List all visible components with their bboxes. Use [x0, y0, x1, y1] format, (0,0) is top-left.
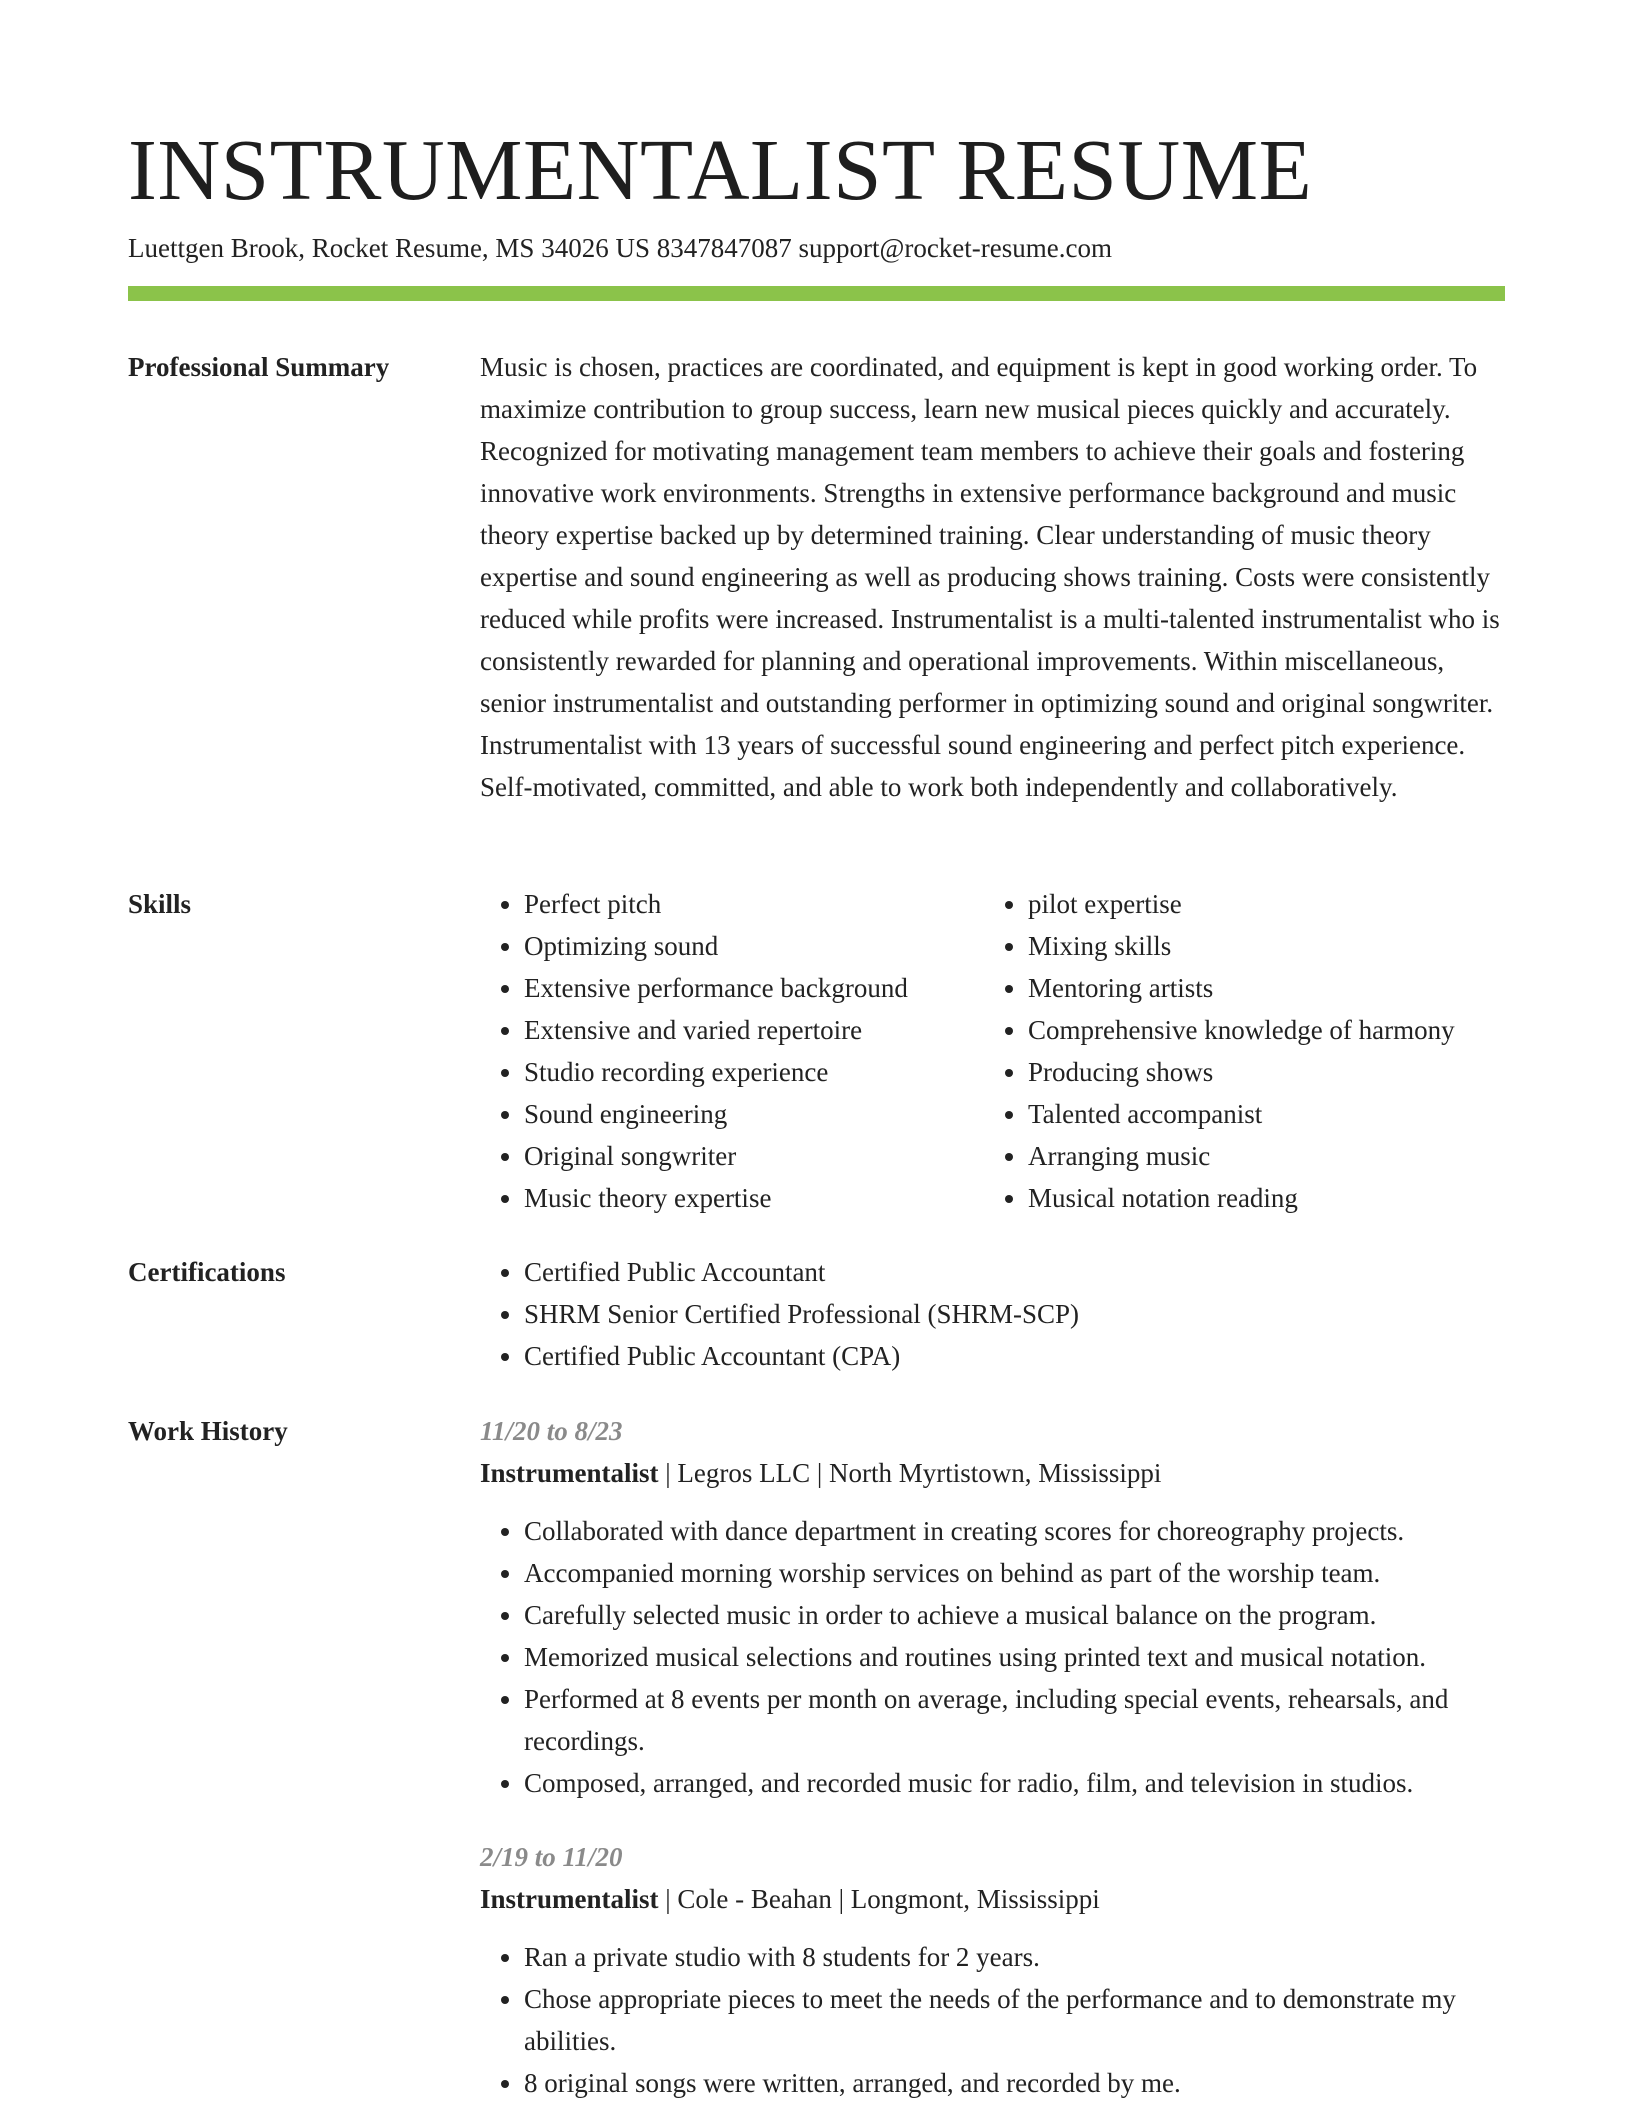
job-heading — [480, 1878, 1505, 1920]
skill-item: • Mixing skills — [1028, 925, 1568, 967]
skill-item: • Producing shows — [1028, 1051, 1568, 1093]
skill-item: • Optimizing sound — [524, 925, 1024, 967]
job-entry — [480, 1836, 1505, 2104]
job-title: Instrumentalist — [480, 1458, 659, 1488]
skills-list-right — [984, 883, 1568, 1219]
job-dates: 11/20 to 8/23 — [480, 1416, 623, 1446]
skill-item: • Extensive performance background — [524, 967, 1024, 1009]
section-label-summary: Professional Summary — [128, 352, 390, 382]
skill-item: • Perfect pitch — [524, 883, 1024, 925]
job-details: | Legros LLC | North Myrtistown, Mississippi — [658, 1458, 1162, 1488]
job-bullet: • Accompanied morning worship services on behind as part of the worship team. — [524, 1552, 1505, 1594]
skill-item: • Music theory expertise — [524, 1177, 1024, 1219]
section-label-skills: Skills — [128, 889, 192, 919]
certifications-list — [480, 1251, 1505, 1377]
section-label-certifications: Certifications — [128, 1257, 286, 1287]
skill-item: • Studio recording experience — [524, 1051, 1024, 1093]
job-bullet: • Performed at 8 events per month on average, including special events, rehearsals, and recordings. — [524, 1678, 1505, 1762]
section-label-work-history: Work History — [128, 1416, 288, 1446]
job-bullet: • Ran a private studio with 8 students for 2 years. — [524, 1936, 1505, 1978]
job-bullet: • Composed, arranged, and recorded music for radio, film, and television in studios. — [524, 1762, 1505, 1804]
skill-item: • Arranging music — [1028, 1135, 1568, 1177]
certification-item: • SHRM Senior Certified Professional (SHRM-SCP) — [524, 1293, 1505, 1335]
skill-item: • Comprehensive knowledge of harmony — [1028, 1009, 1568, 1051]
certification-item: • Certified Public Accountant (CPA) — [524, 1335, 1505, 1377]
job-entry — [480, 1410, 1505, 1804]
skills-list-left — [480, 883, 1024, 1219]
resume-title: INSTRUMENTALIST RESUME — [128, 121, 1313, 218]
job-title: Instrumentalist — [480, 1884, 659, 1914]
skill-item: • Sound engineering — [524, 1093, 1024, 1135]
header-divider — [128, 286, 1505, 301]
skill-item: • Mentoring artists — [1028, 967, 1568, 1009]
job-heading — [480, 1452, 1505, 1494]
skill-item: • Original songwriter — [524, 1135, 1024, 1177]
certification-item: • Certified Public Accountant — [524, 1251, 1505, 1293]
summary-text: Music is chosen, practices are coordinated, and equipment is kept in good working order. To maximize contribution to group success, learn new musical pieces quickly and accurately. Recognized for motivating management team members to achieve their goals and fostering innovative work environments. Strengths in extensive performance background and music theory expertise backed up by determined training. Clear understanding of music theory expertise and sound engineering as well as producing shows training. Costs were consistently reduced while profits were increased. Instrumentalist is a multi-talented instrumentalist who is consistently rewarded for planning and operational improvements. Within miscellaneous, senior instrumentalist and outstanding performer in optimizing sound and original songwriter. Instrumentalist with 13 years of successful sound engineering and perfect pitch experience. Self-motivated, committed, and able to work both independently and collaboratively. — [480, 352, 1500, 802]
skill-item: • Talented accompanist — [1028, 1093, 1568, 1135]
skill-item: • pilot expertise — [1028, 883, 1568, 925]
job-details: | Cole - Beahan | Longmont, Mississippi — [658, 1884, 1100, 1914]
skill-item: • Extensive and varied repertoire — [524, 1009, 1024, 1051]
job-bullets — [480, 1936, 1505, 2104]
job-bullets — [480, 1510, 1505, 1804]
contact-line: Luettgen Brook, Rocket Resume, MS 34026 US 8347847087 support@rocket-resume.com — [128, 233, 1112, 263]
job-bullet: • Memorized musical selections and routines using printed text and musical notation. — [524, 1636, 1505, 1678]
job-bullet: • 8 original songs were written, arranged, and recorded by me. — [524, 2062, 1505, 2104]
job-bullet: • Chose appropriate pieces to meet the needs of the performance and to demonstrate my abilities. — [524, 1978, 1505, 2062]
job-bullet: • Collaborated with dance department in creating scores for choreography projects. — [524, 1510, 1505, 1552]
job-dates: 2/19 to 11/20 — [480, 1842, 623, 1872]
job-bullet: • Carefully selected music in order to achieve a musical balance on the program. — [524, 1594, 1505, 1636]
skill-item: • Musical notation reading — [1028, 1177, 1568, 1219]
